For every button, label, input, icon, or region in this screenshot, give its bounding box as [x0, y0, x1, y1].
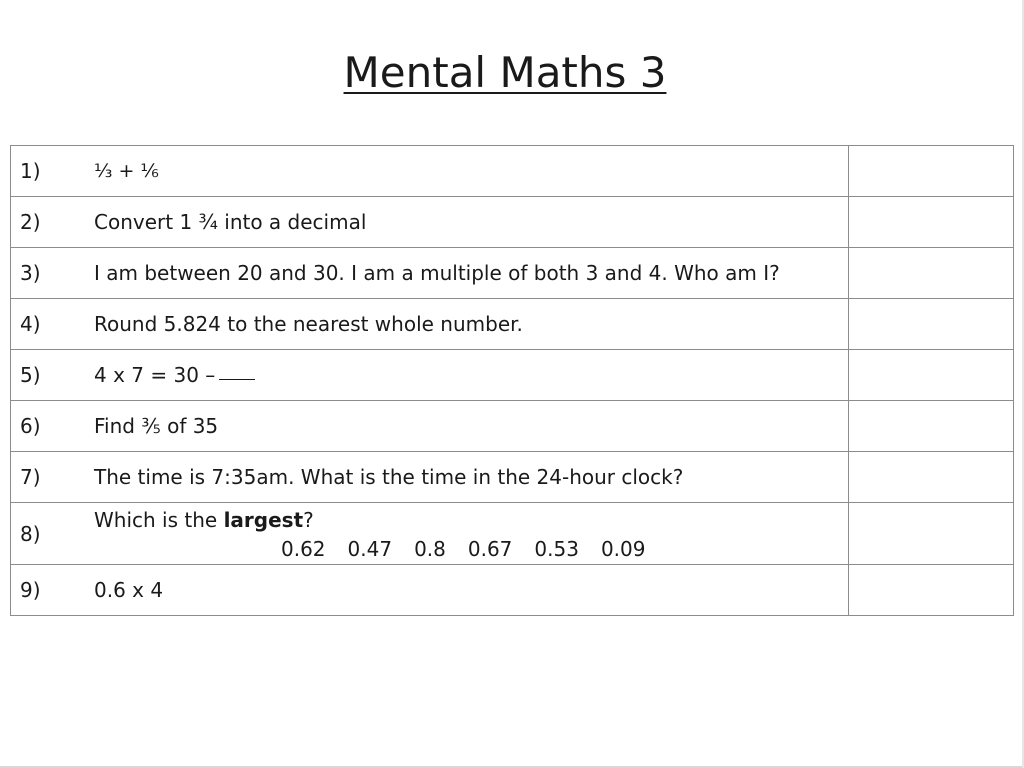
question-text-suffix: ?	[303, 508, 314, 532]
question-text-emphasis: largest	[223, 508, 304, 532]
question-text: Round 5.824 to the nearest whole number.	[94, 312, 523, 336]
question-cell	[11, 350, 849, 401]
question-number: 5)	[20, 363, 41, 387]
answer-cell[interactable]	[848, 197, 1013, 248]
option-value: 0.62	[281, 537, 326, 561]
question-text: Find ⅗ of 35	[94, 414, 219, 438]
question-cell	[11, 503, 849, 565]
question-cell	[11, 401, 849, 452]
question-text-prefix: Which is the	[94, 508, 224, 532]
question-cell	[11, 452, 849, 503]
question-number: 9)	[20, 578, 41, 602]
question-row-6	[11, 401, 1014, 452]
question-cell	[11, 197, 849, 248]
question-row-2	[11, 197, 1014, 248]
option-value: 0.8	[414, 537, 446, 561]
question-cell	[11, 299, 849, 350]
question-number: 7)	[20, 465, 41, 489]
question-text	[94, 508, 314, 532]
answer-cell[interactable]	[848, 248, 1013, 299]
option-value: 0.53	[534, 537, 579, 561]
question-number: 6)	[20, 414, 41, 438]
question-row-8	[11, 503, 1014, 565]
option-list	[281, 537, 645, 561]
questions-table	[10, 145, 1014, 616]
question-row-9	[11, 565, 1014, 616]
answer-cell[interactable]	[848, 350, 1013, 401]
answer-cell[interactable]	[848, 299, 1013, 350]
answer-cell[interactable]	[848, 146, 1013, 197]
answer-cell[interactable]	[848, 401, 1013, 452]
option-value: 0.09	[600, 537, 646, 561]
question-cell	[11, 146, 849, 197]
question-number: 4)	[20, 312, 41, 336]
option-value: 0.47	[347, 537, 393, 561]
question-text: Convert 1 ¾ into a decimal	[94, 210, 367, 234]
question-number: 8)	[20, 521, 41, 546]
question-number: 2)	[20, 210, 41, 234]
answer-cell[interactable]	[848, 565, 1013, 616]
question-number: 1)	[20, 159, 41, 183]
answer-blank-line	[219, 379, 255, 380]
question-row-4	[11, 299, 1014, 350]
question-row-5	[11, 350, 1014, 401]
question-row-3	[11, 248, 1014, 299]
question-text: ⅓ + ⅙	[94, 160, 159, 182]
page-title: Mental Maths 3	[343, 48, 667, 97]
question-cell	[11, 565, 849, 616]
question-cell	[11, 248, 849, 299]
question-text: 0.6 x 4	[94, 578, 164, 602]
option-value: 0.67	[467, 537, 513, 561]
question-text-wrap	[94, 363, 255, 387]
question-number: 3)	[20, 261, 41, 285]
question-text: 4 x 7 = 30 –	[94, 363, 216, 387]
answer-cell[interactable]	[848, 452, 1013, 503]
answer-cell[interactable]	[848, 503, 1013, 565]
question-row-7	[11, 452, 1014, 503]
question-row-1	[11, 146, 1014, 197]
question-text: The time is 7:35am. What is the time in the 24-hour clock?	[94, 465, 684, 489]
question-text: I am between 20 and 30. I am a multiple of both 3 and 4. Who am I?	[94, 261, 780, 285]
